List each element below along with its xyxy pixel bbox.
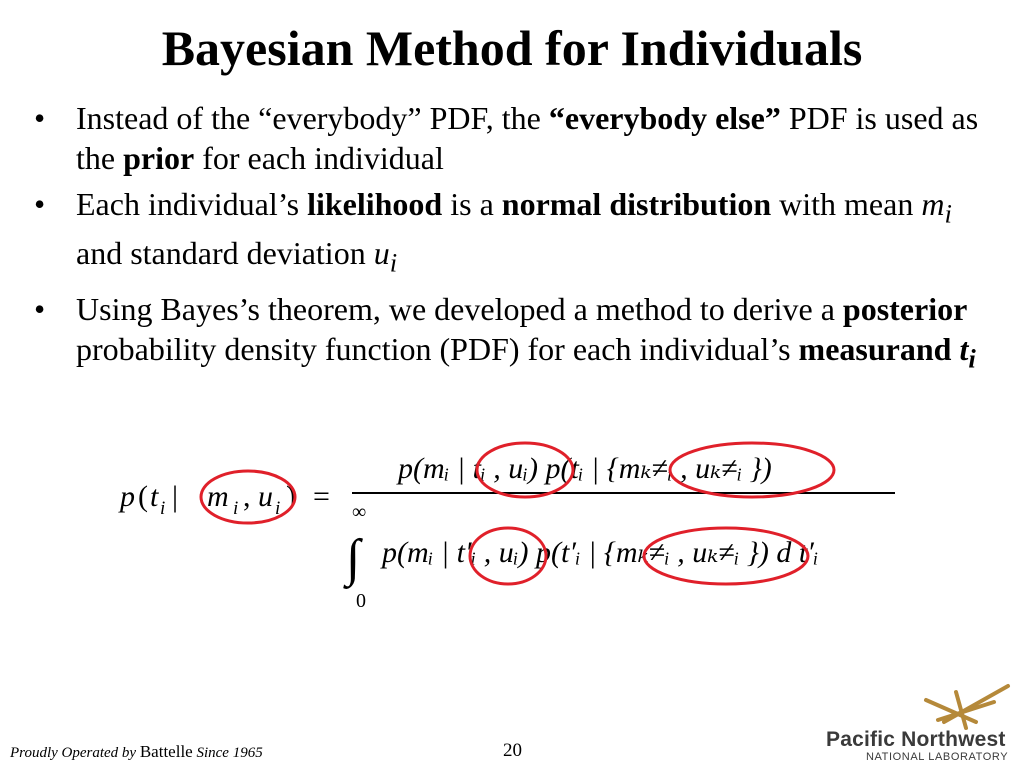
- lhs-comma: ,: [243, 480, 251, 513]
- subscript-i: i: [968, 343, 976, 374]
- bullet-text: is a: [442, 186, 502, 222]
- footer-prefix: Proudly Operated by: [10, 745, 140, 761]
- integral-lower-limit: 0: [356, 590, 366, 612]
- integral-upper-limit: ∞: [352, 501, 367, 523]
- numerator: p(mᵢ | tᵢ , uᵢ) p(tᵢ | {mₖ≠ᵢ , uₖ≠ᵢ }): [398, 452, 772, 485]
- page-number: 20: [503, 740, 522, 761]
- bold-text: “everybody else”: [548, 100, 781, 136]
- math-var-u: u: [373, 235, 390, 272]
- bullet-text: for each individual: [194, 140, 444, 176]
- subscript-i: i: [944, 198, 952, 229]
- lhs-sub-i: i: [275, 498, 281, 519]
- footer-brand: Battelle: [139, 742, 193, 761]
- subscript-i: i: [389, 247, 398, 278]
- bold-text: likelihood: [307, 186, 443, 222]
- lhs-t: t: [150, 480, 159, 513]
- lhs-p: p: [120, 480, 135, 513]
- bullet-text: and standard deviation: [76, 235, 374, 272]
- slide-title: Bayesian Method for Individuals: [161, 20, 863, 76]
- lhs-u: u: [258, 480, 273, 513]
- bold-text: normal distribution: [501, 186, 772, 222]
- lhs-m: m: [207, 480, 229, 513]
- math-var-t: t: [951, 330, 969, 367]
- footer-battelle: [10, 742, 263, 762]
- bullet-text: with mean: [771, 186, 922, 222]
- logo-line-1: Pacific Northwest: [826, 728, 1006, 751]
- integral-sign: ∫: [346, 530, 361, 587]
- math-var-m: m: [921, 186, 945, 222]
- bullet-text: probability density function (PDF) for each individual’s: [76, 330, 799, 367]
- lhs-bar: |: [172, 480, 179, 513]
- lhs-sub-i: i: [160, 498, 166, 519]
- lhs-close-paren: ): [286, 480, 296, 513]
- bullet-text: Instead of the “everybody” PDF, the: [76, 100, 549, 136]
- lhs-open-paren: (: [138, 480, 148, 513]
- bullet-text: Each individual’s: [76, 186, 308, 222]
- denominator: p(mᵢ | t′ᵢ , uᵢ) p(t′ᵢ | {mₖ≠ᵢ , uₖ≠ᵢ }) d t′ᵢ: [382, 536, 819, 569]
- bullet-text: PDF is used as the: [76, 100, 979, 176]
- footer-suffix: Since 1965: [192, 745, 263, 761]
- bold-text: posterior: [842, 290, 968, 327]
- bold-text: measurand: [798, 330, 952, 367]
- equals-sign: =: [313, 480, 330, 513]
- logo-line-2: NATIONAL LABORATORY: [866, 751, 1009, 763]
- bullet-text: Using Bayes’s theorem, we developed a method to derive a: [76, 290, 843, 327]
- bold-text: prior: [123, 140, 195, 176]
- lhs-sub-i: i: [233, 498, 239, 519]
